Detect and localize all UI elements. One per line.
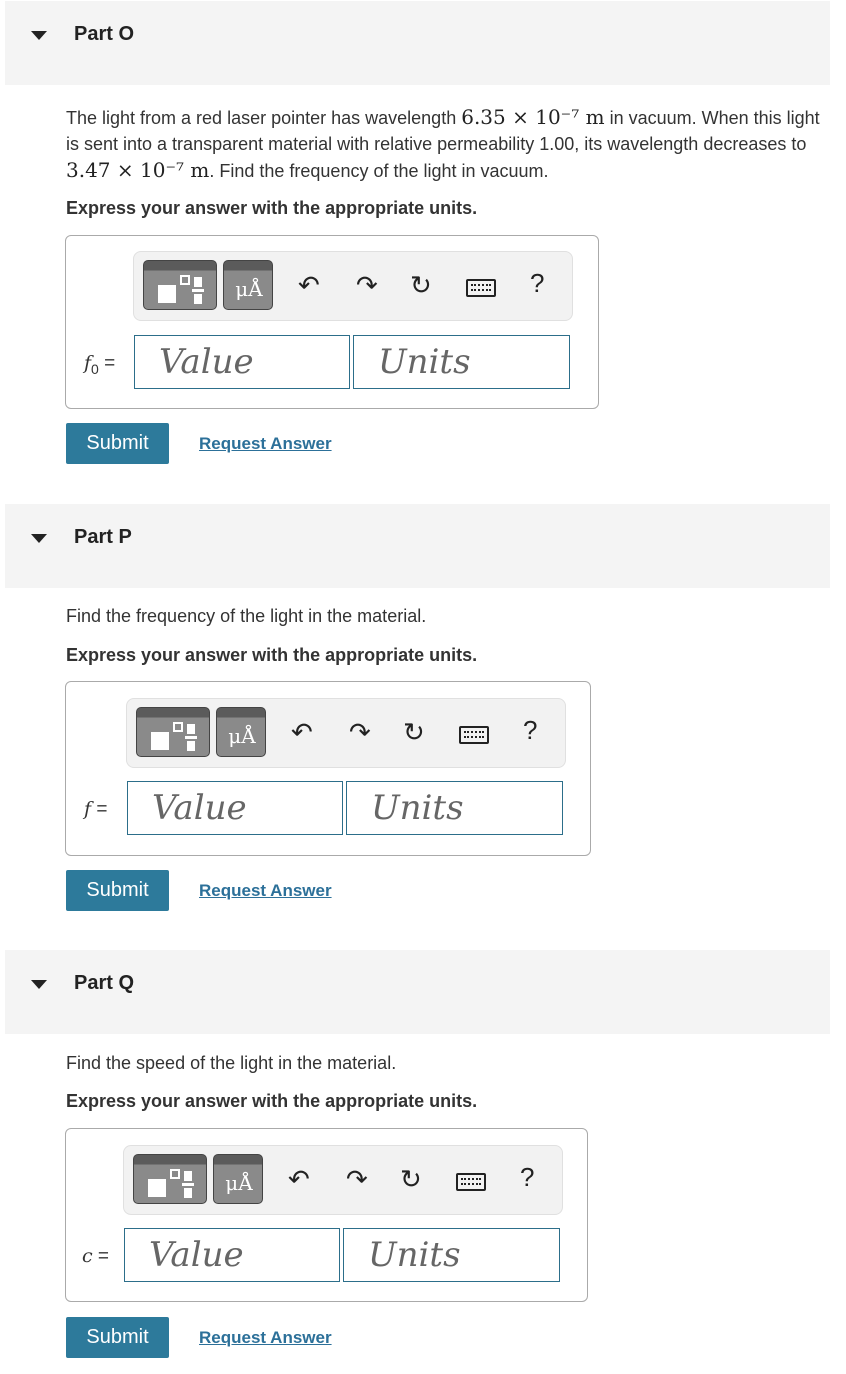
units-button[interactable] <box>216 707 266 757</box>
templates-button[interactable] <box>133 1154 207 1204</box>
part-o-header[interactable] <box>5 1 830 85</box>
help-icon[interactable]: ? <box>520 1162 535 1192</box>
submit-button[interactable]: Submit <box>66 870 169 911</box>
math-toolbar <box>123 1145 563 1215</box>
units-button[interactable] <box>223 260 273 310</box>
request-answer-link[interactable]: Request Answer <box>199 881 332 900</box>
math-toolbar <box>133 251 573 321</box>
collapse-caret-icon[interactable] <box>31 31 47 40</box>
keyboard-icon[interactable] <box>459 726 489 744</box>
value-input[interactable] <box>125 1229 339 1281</box>
part-p-header[interactable] <box>5 504 830 588</box>
units-button[interactable] <box>213 1154 263 1204</box>
collapse-caret-icon[interactable] <box>31 534 47 543</box>
reset-icon[interactable]: ↻ <box>410 270 432 300</box>
units-icon: μÅ <box>235 277 263 301</box>
undo-icon[interactable]: ↶ <box>291 717 313 747</box>
part-q-header[interactable] <box>5 950 830 1034</box>
value-input[interactable] <box>128 782 342 834</box>
question-prompt: Find the speed of the light in the material. <box>66 1053 397 1073</box>
undo-icon[interactable]: ↶ <box>298 270 320 300</box>
units-field[interactable] <box>353 335 570 389</box>
redo-icon[interactable]: ↷ <box>349 717 371 747</box>
submit-button[interactable]: Submit <box>66 1317 169 1358</box>
undo-icon[interactable]: ↶ <box>288 1164 310 1194</box>
units-icon: μÅ <box>228 724 256 748</box>
part-title: Part O <box>74 23 135 45</box>
units-input[interactable] <box>354 336 569 388</box>
fraction-template-icon <box>158 275 202 305</box>
variable-label: c = <box>82 1245 110 1267</box>
reset-icon[interactable]: ↻ <box>400 1164 422 1194</box>
variable-label: f = <box>84 798 108 820</box>
answer-instruction: Express your answer with the appropriate units. <box>66 198 478 218</box>
units-input[interactable] <box>347 782 562 834</box>
reset-icon[interactable]: ↻ <box>403 717 425 747</box>
value-field[interactable] <box>127 781 343 835</box>
answer-box <box>65 1128 588 1302</box>
units-input[interactable] <box>344 1229 559 1281</box>
collapse-caret-icon[interactable] <box>31 980 47 989</box>
templates-button[interactable] <box>143 260 217 310</box>
part-title: Part Q <box>74 972 135 994</box>
answer-box <box>65 681 591 856</box>
fraction-template-icon <box>151 722 195 752</box>
keyboard-icon[interactable] <box>456 1173 486 1191</box>
templates-button[interactable] <box>136 707 210 757</box>
fraction-template-icon <box>148 1169 192 1199</box>
wavelength-vacuum: 6.35 × 10⁻⁷ m <box>461 105 605 129</box>
wavelength-material: 3.47 × 10⁻⁷ m <box>66 158 210 182</box>
variable-label: $f_0$ = <box>84 352 116 377</box>
answer-instruction: Express your answer with the appropriate units. <box>66 1091 478 1111</box>
value-field[interactable] <box>134 335 350 389</box>
redo-icon[interactable]: ↷ <box>356 270 378 300</box>
question-prompt: Find the frequency of the light in the material. <box>66 606 427 626</box>
units-icon: μÅ <box>225 1171 253 1195</box>
part-title: Part P <box>74 526 132 548</box>
value-field[interactable] <box>124 1228 340 1282</box>
math-toolbar <box>126 698 566 768</box>
answer-instruction: Express your answer with the appropriate units. <box>66 645 478 665</box>
help-icon[interactable]: ? <box>523 715 538 745</box>
question-prompt: The light from a red laser pointer has wavelength 6.35 × 10⁻⁷ m in vacuum. When this light is sent into a transparent material with relative permeability 1.00, its wavelength decreases to 3.47 × 10⁻⁷ m. Find the frequency of the light in vacuum. <box>66 105 820 182</box>
value-input[interactable] <box>135 336 349 388</box>
help-icon[interactable]: ? <box>530 268 545 298</box>
units-field[interactable] <box>346 781 563 835</box>
answer-box <box>65 235 599 409</box>
keyboard-icon[interactable] <box>466 279 496 297</box>
request-answer-link[interactable]: Request Answer <box>199 1328 332 1347</box>
units-field[interactable] <box>343 1228 560 1282</box>
submit-button[interactable]: Submit <box>66 423 169 464</box>
redo-icon[interactable]: ↷ <box>346 1164 368 1194</box>
request-answer-link[interactable]: Request Answer <box>199 434 332 453</box>
